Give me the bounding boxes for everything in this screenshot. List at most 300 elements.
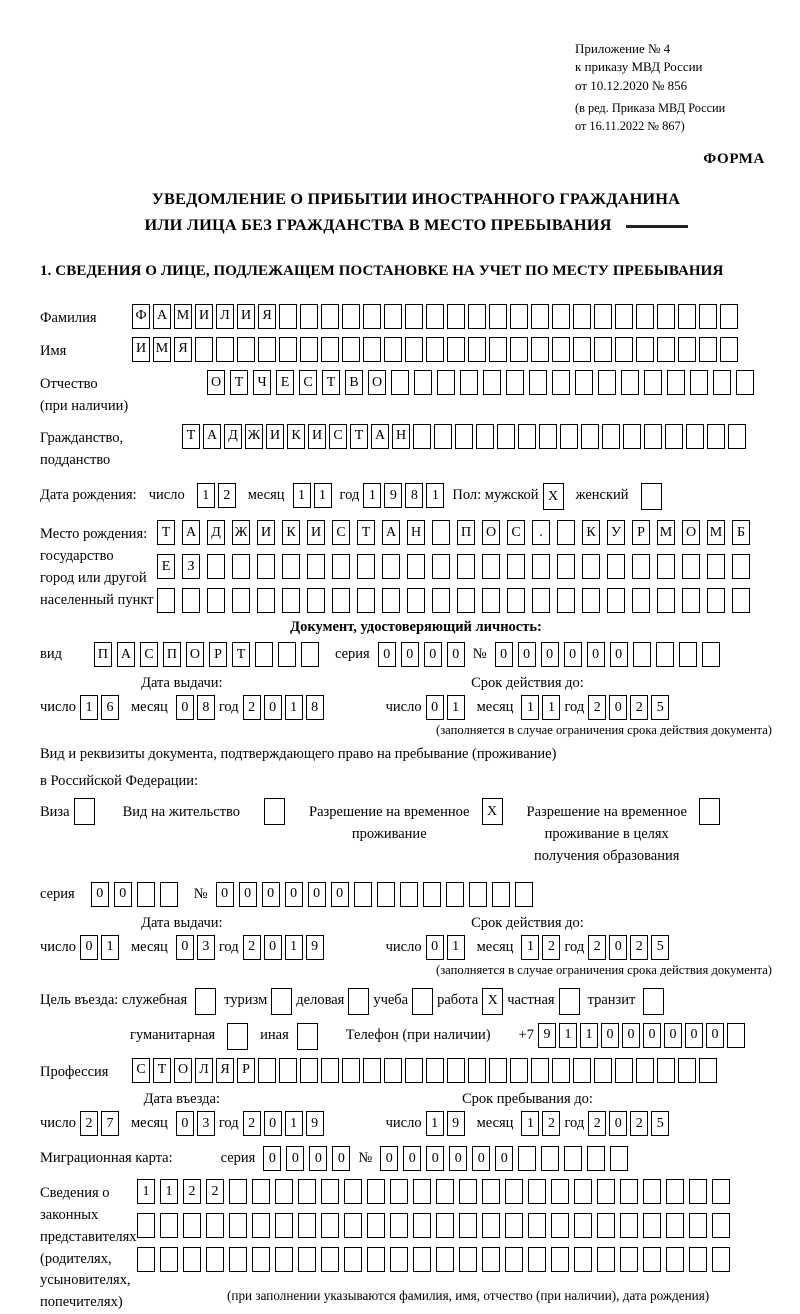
char-cell[interactable] [300,1058,318,1083]
char-cell[interactable]: А [117,642,135,667]
char-cell[interactable] [574,1179,592,1204]
char-cell[interactable] [712,1179,730,1204]
char-cell[interactable]: 0 [309,1146,327,1171]
char-cell[interactable]: 8 [405,483,423,508]
char-cell[interactable]: О [207,370,225,395]
char-cell[interactable]: 0 [541,642,559,667]
char-cell[interactable] [531,337,549,362]
char-cell[interactable] [594,337,612,362]
char-cell[interactable] [307,588,325,613]
char-cell[interactable]: 1 [542,695,560,720]
char-cell[interactable] [447,337,465,362]
char-cell[interactable] [426,1058,444,1083]
char-cell[interactable] [390,1213,408,1238]
char-cell[interactable]: 0 [518,642,536,667]
char-cell[interactable] [518,424,536,449]
char-cell[interactable] [602,424,620,449]
char-cell[interactable] [182,588,200,613]
char-cell[interactable]: И [237,304,255,329]
char-cell[interactable] [552,337,570,362]
char-cell[interactable]: С [507,520,525,545]
char-cell[interactable] [643,1213,661,1238]
char-cell[interactable]: 5 [651,935,669,960]
char-cell[interactable]: О [482,520,500,545]
char-cell[interactable] [413,1213,431,1238]
char-cell[interactable] [257,588,275,613]
char-cell[interactable]: А [182,520,200,545]
char-cell[interactable]: С [332,520,350,545]
char-cell[interactable] [644,370,662,395]
char-cell[interactable] [682,588,700,613]
char-cell[interactable]: 0 [80,935,98,960]
char-cell[interactable] [641,483,662,510]
char-cell[interactable]: А [203,424,221,449]
char-cell[interactable] [507,554,525,579]
char-cell[interactable] [489,337,507,362]
char-cell[interactable]: 1 [559,1023,577,1048]
char-cell[interactable]: . [532,520,550,545]
char-cell[interactable] [712,1213,730,1238]
char-cell[interactable] [492,882,510,907]
char-cell[interactable]: 2 [243,935,261,960]
char-cell[interactable] [621,370,639,395]
char-cell[interactable]: 0 [286,1146,304,1171]
char-cell[interactable]: Р [632,520,650,545]
char-cell[interactable] [282,554,300,579]
char-cell[interactable]: 8 [306,695,324,720]
char-cell[interactable] [643,988,664,1015]
char-cell[interactable] [363,337,381,362]
char-cell[interactable] [557,520,575,545]
char-cell[interactable]: 7 [101,1111,119,1136]
char-cell[interactable]: П [163,642,181,667]
char-cell[interactable]: 0 [91,882,109,907]
char-cell[interactable] [414,370,432,395]
char-cell[interactable]: 0 [643,1023,661,1048]
char-cell[interactable] [557,588,575,613]
char-cell[interactable]: 0 [447,642,465,667]
char-cell[interactable]: 0 [449,1146,467,1171]
char-cell[interactable]: X [543,483,564,510]
char-cell[interactable] [363,304,381,329]
char-cell[interactable] [271,988,292,1015]
char-cell[interactable] [344,1179,362,1204]
char-cell[interactable]: И [307,520,325,545]
char-cell[interactable] [620,1213,638,1238]
char-cell[interactable]: 0 [264,695,282,720]
char-cell[interactable] [620,1247,638,1272]
char-cell[interactable]: И [308,424,326,449]
char-cell[interactable] [505,1247,523,1272]
char-cell[interactable] [459,1179,477,1204]
char-cell[interactable]: 0 [495,642,513,667]
char-cell[interactable] [390,1179,408,1204]
char-cell[interactable]: К [582,520,600,545]
char-cell[interactable]: 2 [218,483,236,508]
char-cell[interactable] [575,370,593,395]
char-cell[interactable] [666,1213,684,1238]
char-cell[interactable] [505,1179,523,1204]
char-cell[interactable] [300,304,318,329]
char-cell[interactable]: 2 [588,1111,606,1136]
purpose-private-checkbox[interactable] [559,988,580,1015]
char-cell[interactable] [582,554,600,579]
char-cell[interactable] [574,1247,592,1272]
char-cell[interactable] [367,1247,385,1272]
char-cell[interactable]: 2 [542,1111,560,1136]
char-cell[interactable]: 1 [285,935,303,960]
char-cell[interactable]: 0 [308,882,326,907]
char-cell[interactable]: С [132,1058,150,1083]
char-cell[interactable]: 0 [495,1146,513,1171]
char-cell[interactable]: С [329,424,347,449]
char-cell[interactable] [279,337,297,362]
char-cell[interactable] [229,1179,247,1204]
char-cell[interactable] [332,554,350,579]
char-cell[interactable]: 9 [538,1023,556,1048]
char-cell[interactable]: Л [195,1058,213,1083]
char-cell[interactable] [594,304,612,329]
char-cell[interactable] [699,304,717,329]
char-cell[interactable] [678,1058,696,1083]
char-cell[interactable]: 0 [331,882,349,907]
char-cell[interactable] [332,588,350,613]
char-cell[interactable]: Т [232,642,250,667]
char-cell[interactable] [137,882,155,907]
char-cell[interactable] [528,1179,546,1204]
char-cell[interactable] [707,424,725,449]
char-cell[interactable]: 2 [80,1111,98,1136]
purpose-tourism-checkbox[interactable] [271,988,292,1015]
char-cell[interactable] [636,1058,654,1083]
char-cell[interactable] [528,1213,546,1238]
char-cell[interactable]: К [282,520,300,545]
char-cell[interactable]: 0 [564,642,582,667]
char-cell[interactable]: А [382,520,400,545]
char-cell[interactable] [321,1247,339,1272]
char-cell[interactable] [497,424,515,449]
char-cell[interactable] [390,1247,408,1272]
char-cell[interactable] [689,1179,707,1204]
char-cell[interactable] [74,798,95,825]
char-cell[interactable] [300,337,318,362]
char-cell[interactable] [515,882,533,907]
char-cell[interactable] [529,370,547,395]
char-cell[interactable] [207,588,225,613]
char-cell[interactable]: 2 [630,1111,648,1136]
char-cell[interactable] [636,337,654,362]
char-cell[interactable]: 0 [176,695,194,720]
char-cell[interactable] [298,1179,316,1204]
char-cell[interactable]: 1 [447,695,465,720]
char-cell[interactable] [413,424,431,449]
char-cell[interactable]: 0 [426,695,444,720]
purpose-business-checkbox[interactable] [348,988,369,1015]
char-cell[interactable]: Е [157,554,175,579]
char-cell[interactable]: К [287,424,305,449]
char-cell[interactable] [275,1179,293,1204]
char-cell[interactable]: Ф [132,304,150,329]
char-cell[interactable] [363,1058,381,1083]
char-cell[interactable]: М [153,337,171,362]
char-cell[interactable] [598,370,616,395]
char-cell[interactable]: 6 [101,695,119,720]
char-cell[interactable] [437,370,455,395]
char-cell[interactable] [275,1213,293,1238]
char-cell[interactable] [699,798,720,825]
char-cell[interactable] [573,1058,591,1083]
char-cell[interactable]: X [482,798,503,825]
char-cell[interactable] [468,1058,486,1083]
char-cell[interactable] [407,588,425,613]
char-cell[interactable] [560,424,578,449]
char-cell[interactable] [510,337,528,362]
char-cell[interactable]: 0 [114,882,132,907]
char-cell[interactable] [344,1247,362,1272]
char-cell[interactable]: И [195,304,213,329]
char-cell[interactable] [423,882,441,907]
char-cell[interactable] [183,1247,201,1272]
char-cell[interactable] [656,642,674,667]
char-cell[interactable] [636,304,654,329]
char-cell[interactable]: И [266,424,284,449]
char-cell[interactable] [483,370,501,395]
char-cell[interactable]: П [94,642,112,667]
char-cell[interactable] [506,370,524,395]
char-cell[interactable]: Т [350,424,368,449]
char-cell[interactable] [206,1247,224,1272]
char-cell[interactable]: 0 [263,1146,281,1171]
char-cell[interactable]: 2 [588,695,606,720]
char-cell[interactable]: Т [357,520,375,545]
char-cell[interactable]: 1 [521,1111,539,1136]
char-cell[interactable] [720,337,738,362]
purpose-study-checkbox[interactable] [412,988,433,1015]
char-cell[interactable] [459,1247,477,1272]
char-cell[interactable] [468,337,486,362]
char-cell[interactable]: Т [322,370,340,395]
char-cell[interactable] [232,588,250,613]
char-cell[interactable] [689,1247,707,1272]
char-cell[interactable] [206,1213,224,1238]
char-cell[interactable] [679,642,697,667]
char-cell[interactable] [633,642,651,667]
char-cell[interactable] [255,642,273,667]
char-cell[interactable]: Т [230,370,248,395]
char-cell[interactable]: 1 [426,1111,444,1136]
visa-checkbox[interactable] [74,798,95,825]
char-cell[interactable] [720,304,738,329]
char-cell[interactable] [436,1179,454,1204]
char-cell[interactable] [582,588,600,613]
char-cell[interactable]: 1 [137,1179,155,1204]
char-cell[interactable] [382,588,400,613]
char-cell[interactable]: Т [157,520,175,545]
char-cell[interactable] [574,1213,592,1238]
char-cell[interactable] [690,370,708,395]
char-cell[interactable] [532,554,550,579]
char-cell[interactable]: 2 [588,935,606,960]
char-cell[interactable] [728,424,746,449]
char-cell[interactable] [644,424,662,449]
char-cell[interactable]: 1 [160,1179,178,1204]
char-cell[interactable] [160,1213,178,1238]
char-cell[interactable] [357,554,375,579]
char-cell[interactable]: 2 [630,695,648,720]
char-cell[interactable]: 5 [651,695,669,720]
char-cell[interactable] [510,1058,528,1083]
char-cell[interactable]: 0 [176,935,194,960]
char-cell[interactable] [727,1023,745,1048]
char-cell[interactable] [413,1179,431,1204]
residence-permit-checkbox[interactable] [264,798,285,825]
char-cell[interactable] [666,1179,684,1204]
char-cell[interactable] [264,798,285,825]
char-cell[interactable]: А [371,424,389,449]
char-cell[interactable] [699,337,717,362]
char-cell[interactable]: Р [209,642,227,667]
char-cell[interactable] [298,1213,316,1238]
char-cell[interactable]: О [174,1058,192,1083]
char-cell[interactable] [413,1247,431,1272]
char-cell[interactable] [607,588,625,613]
char-cell[interactable] [713,370,731,395]
char-cell[interactable] [405,1058,423,1083]
char-cell[interactable] [298,1247,316,1272]
char-cell[interactable]: 9 [306,935,324,960]
char-cell[interactable]: Т [153,1058,171,1083]
char-cell[interactable] [282,588,300,613]
char-cell[interactable]: 9 [306,1111,324,1136]
char-cell[interactable] [137,1213,155,1238]
char-cell[interactable]: З [182,554,200,579]
char-cell[interactable] [539,424,557,449]
char-cell[interactable] [657,554,675,579]
char-cell[interactable]: Ж [232,520,250,545]
char-cell[interactable]: 9 [447,1111,465,1136]
char-cell[interactable] [344,1213,362,1238]
char-cell[interactable] [460,370,478,395]
char-cell[interactable]: 0 [403,1146,421,1171]
char-cell[interactable] [432,520,450,545]
char-cell[interactable] [489,1058,507,1083]
char-cell[interactable]: Е [276,370,294,395]
char-cell[interactable]: Я [174,337,192,362]
char-cell[interactable]: 0 [706,1023,724,1048]
char-cell[interactable] [702,642,720,667]
char-cell[interactable]: Ч [253,370,271,395]
char-cell[interactable] [532,588,550,613]
char-cell[interactable] [229,1247,247,1272]
char-cell[interactable]: 0 [609,935,627,960]
char-cell[interactable] [237,337,255,362]
char-cell[interactable] [446,882,464,907]
char-cell[interactable]: 2 [183,1179,201,1204]
char-cell[interactable]: 3 [197,935,215,960]
char-cell[interactable]: Я [258,304,276,329]
char-cell[interactable] [559,988,580,1015]
char-cell[interactable]: Я [216,1058,234,1083]
char-cell[interactable] [447,1058,465,1083]
char-cell[interactable] [407,554,425,579]
char-cell[interactable] [552,1058,570,1083]
purpose-other-checkbox[interactable] [297,1023,318,1050]
char-cell[interactable]: 0 [262,882,280,907]
char-cell[interactable] [665,424,683,449]
char-cell[interactable] [469,882,487,907]
char-cell[interactable] [615,337,633,362]
char-cell[interactable]: 0 [264,1111,282,1136]
char-cell[interactable] [258,1058,276,1083]
char-cell[interactable]: 0 [239,882,257,907]
char-cell[interactable]: О [368,370,386,395]
char-cell[interactable]: 0 [601,1023,619,1048]
char-cell[interactable]: 0 [176,1111,194,1136]
char-cell[interactable] [551,1247,569,1272]
char-cell[interactable] [597,1247,615,1272]
char-cell[interactable] [321,337,339,362]
char-cell[interactable] [321,1058,339,1083]
char-cell[interactable] [183,1213,201,1238]
char-cell[interactable]: Р [237,1058,255,1083]
char-cell[interactable] [459,1213,477,1238]
char-cell[interactable]: 2 [542,935,560,960]
char-cell[interactable] [505,1213,523,1238]
char-cell[interactable] [610,1146,628,1171]
char-cell[interactable] [732,588,750,613]
char-cell[interactable] [667,370,685,395]
char-cell[interactable]: Н [407,520,425,545]
char-cell[interactable] [587,1146,605,1171]
char-cell[interactable] [405,337,423,362]
char-cell[interactable]: 1 [447,935,465,960]
char-cell[interactable]: 0 [332,1146,350,1171]
char-cell[interactable] [400,882,418,907]
char-cell[interactable] [541,1146,559,1171]
char-cell[interactable] [528,1247,546,1272]
char-cell[interactable]: 0 [264,935,282,960]
sex-female-checkbox[interactable] [641,483,662,510]
char-cell[interactable] [342,1058,360,1083]
char-cell[interactable] [482,1213,500,1238]
char-cell[interactable] [137,1247,155,1272]
char-cell[interactable] [216,337,234,362]
char-cell[interactable]: 1 [580,1023,598,1048]
char-cell[interactable] [507,588,525,613]
char-cell[interactable] [275,1247,293,1272]
char-cell[interactable]: 0 [587,642,605,667]
char-cell[interactable] [707,588,725,613]
char-cell[interactable] [384,1058,402,1083]
char-cell[interactable] [615,304,633,329]
char-cell[interactable] [482,588,500,613]
char-cell[interactable]: С [140,642,158,667]
char-cell[interactable]: У [607,520,625,545]
char-cell[interactable]: 1 [521,695,539,720]
char-cell[interactable] [258,337,276,362]
char-cell[interactable]: 1 [363,483,381,508]
char-cell[interactable] [436,1247,454,1272]
char-cell[interactable] [643,1179,661,1204]
char-cell[interactable] [689,1213,707,1238]
char-cell[interactable] [426,304,444,329]
char-cell[interactable]: 1 [285,1111,303,1136]
char-cell[interactable] [510,304,528,329]
purpose-transit-checkbox[interactable] [643,988,664,1015]
char-cell[interactable] [457,554,475,579]
char-cell[interactable] [615,1058,633,1083]
char-cell[interactable] [384,337,402,362]
